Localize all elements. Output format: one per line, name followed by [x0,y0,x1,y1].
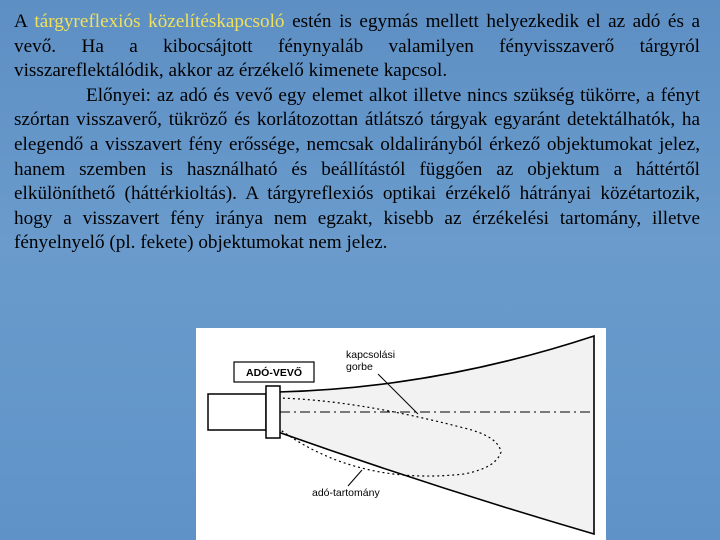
paragraph-1-rest: estén is egymás mellett helyezkedik el az adó és a vevő. Ha a kibocsájtott fénynyaláb valamilyen fényvisszaverő tárgyról visszareflektálódik, akkor az érzékelő kimenete kapcsol. [14,11,700,82]
sensor-body [208,394,266,430]
curve-label-line2: gorbe [346,361,373,373]
beam-cone [278,336,594,534]
body-text [14,10,700,256]
device-label: ADÓ-VEVŐ [245,367,303,379]
sensor-diagram-drawing [196,328,606,540]
paragraph-1-prefix: A [14,11,35,32]
paragraph-1 [14,10,700,84]
sensor-head [266,386,280,438]
paragraph-2: Előnyei: az adó és vevő egy elemet alkot illetve nincs szükség tükörre, a fényt szórtan visszaverő, tükröző és korlátozottan átlátszó tárgyak egyaránt detektálhatók, ha elegendő a visszavert fény erőssége, nemcsak oldalirányból érkező objektumokat jelez, hanem szemben is használható és beállítástól függően az objektum a háttértől elkülöníthető (háttérkioltás). A tárgyreflexiós optikai érzékelő hátrányai közétartozik, hogy a visszavert fény iránya nem egzakt, kisebb az érzékelési tartomány, illetve fényelnyelő (pl. fekete) objektumokat nem jelez. [14,84,700,254]
sensor-diagram [196,328,606,540]
highlighted-term: tárgyreflexiós közelítéskapcsoló [34,11,285,32]
curve-label-line1: kapcsolási [346,349,396,361]
range-label: adó-tartomány [312,487,380,499]
range-label-leader [348,470,362,486]
